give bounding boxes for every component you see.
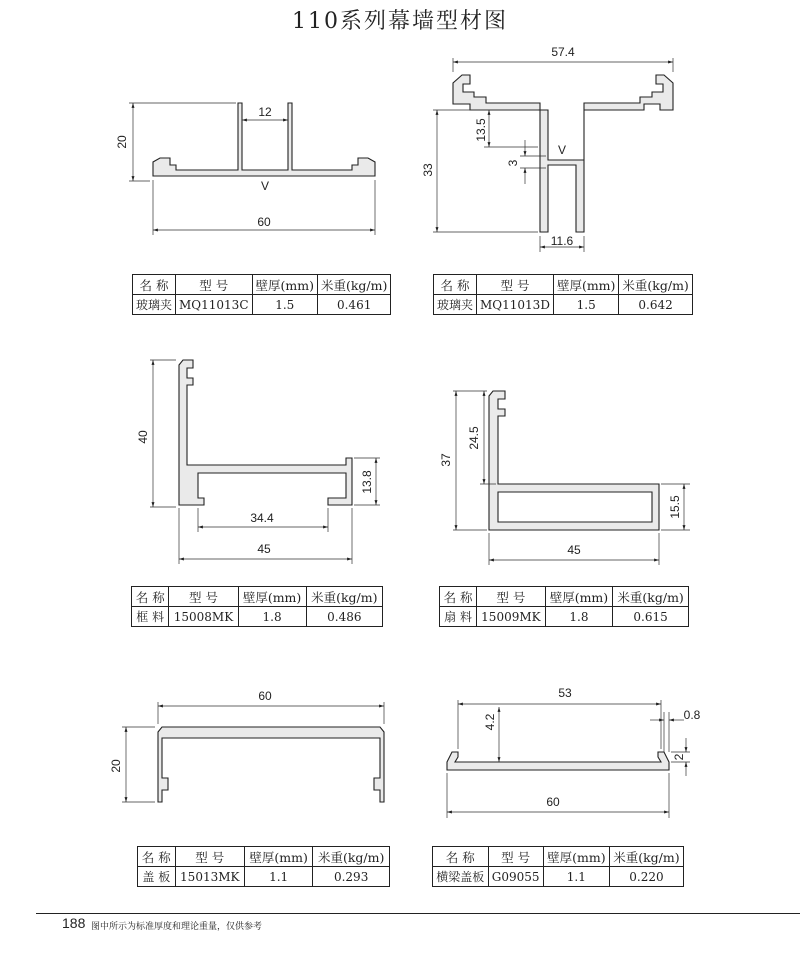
profile-model: 15009MK — [477, 607, 546, 627]
profile-6-drawing — [447, 686, 701, 818]
profile-model: G09055 — [488, 867, 543, 887]
profile-name: 玻璃夹 — [434, 295, 477, 315]
profile-4-dim-width: 45 — [567, 543, 581, 557]
header-weight: 米重(kg/m) — [609, 847, 683, 867]
header-thickness: 壁厚(mm) — [543, 847, 609, 867]
header-model: 型 号 — [176, 275, 252, 295]
profile-1-dim-height: 20 — [115, 135, 129, 149]
header-name: 名 称 — [132, 587, 169, 607]
header-name: 名 称 — [133, 275, 176, 295]
profile-6-dim-lip-height: 2 — [672, 753, 686, 761]
header-weight: 米重(kg/m) — [317, 275, 390, 295]
profile-6-dim-depth: 4.2 — [483, 713, 497, 731]
header-weight: 米重(kg/m) — [619, 275, 692, 295]
profile-name: 横梁盖板 — [433, 867, 489, 887]
profile-2-dim-height: 33 — [421, 163, 435, 177]
profile-5-drawing — [109, 689, 384, 802]
profile-1-drawing — [115, 103, 375, 235]
profile-weight: 0.461 — [317, 295, 390, 315]
profile-4-dim-upper: 24.5 — [467, 426, 481, 450]
profile-model: MQ11013C — [176, 295, 252, 315]
profile-thickness: 1.5 — [252, 295, 317, 315]
spec-table-1 — [132, 274, 391, 315]
header-model: 型 号 — [477, 275, 554, 295]
profile-weight: 0.293 — [313, 867, 390, 887]
profile-4-dim-right: 15.5 — [668, 495, 682, 519]
profile-6-dim-width: 53 — [558, 686, 572, 700]
profile-3-drawing — [136, 360, 380, 564]
profile-2-dim-upper: 13.5 — [474, 118, 488, 142]
profile-thickness: 1.1 — [244, 867, 312, 887]
profile-weight: 0.486 — [306, 607, 382, 627]
profile-3-dim-right: 13.8 — [360, 470, 374, 494]
page-number: 188 — [62, 915, 86, 931]
profile-model: 15008MK — [169, 607, 238, 627]
profile-5-dim-height: 20 — [109, 759, 123, 773]
profile-3-dim-width: 45 — [257, 542, 271, 556]
header-name: 名 称 — [433, 847, 489, 867]
spec-table-3 — [131, 586, 383, 627]
header-thickness: 壁厚(mm) — [553, 275, 618, 295]
profile-thickness: 1.1 — [543, 867, 609, 887]
footer-divider — [36, 913, 800, 914]
header-model: 型 号 — [488, 847, 543, 867]
header-weight: 米重(kg/m) — [613, 587, 689, 607]
header-name: 名 称 — [440, 587, 477, 607]
page-title: 110系列幕墙型材图 — [292, 9, 508, 34]
profile-thickness: 1.8 — [545, 607, 613, 627]
spec-table-4 — [439, 586, 689, 627]
profile-4-shape — [489, 391, 659, 530]
profile-6-dim-overall: 60 — [546, 795, 560, 809]
footnote: 图中所示为标准厚度和理论重量，仅供参考 — [91, 922, 263, 932]
profile-weight: 0.615 — [613, 607, 689, 627]
profile-5-dim-width: 60 — [258, 689, 272, 703]
profile-name: 扇 料 — [440, 607, 477, 627]
profile-6-dim-lip: 0.8 — [683, 708, 701, 722]
header-name: 名 称 — [138, 847, 176, 867]
profile-2-dim-gap: 3 — [506, 159, 520, 167]
profile-4-dim-height: 37 — [439, 453, 453, 467]
header-model: 型 号 — [477, 587, 546, 607]
profile-3-dim-height: 40 — [136, 430, 150, 444]
profile-3-shape — [179, 360, 352, 505]
profile-2-dim-width: 57.4 — [551, 45, 575, 59]
profile-name: 框 料 — [132, 607, 169, 627]
profile-1-dim-width: 60 — [257, 215, 271, 229]
header-thickness: 壁厚(mm) — [244, 847, 312, 867]
header-model: 型 号 — [169, 587, 238, 607]
profile-3-dim-inner: 34.4 — [250, 511, 274, 525]
spec-table-6 — [432, 846, 684, 887]
header-weight: 米重(kg/m) — [306, 587, 382, 607]
spec-table-5 — [137, 846, 390, 887]
profile-1-dim-gap: 12 — [258, 105, 272, 119]
profile-name: 盖 板 — [138, 867, 176, 887]
profile-weight: 0.220 — [609, 867, 683, 887]
profile-model: MQ11013D — [477, 295, 554, 315]
profile-thickness: 1.8 — [238, 607, 306, 627]
spec-table-2 — [433, 274, 693, 315]
profile-5-shape — [158, 727, 384, 802]
profile-2-drawing — [421, 45, 673, 252]
profile-2-dim-stem: 11.6 — [550, 234, 574, 248]
profile-1-v-mark: V — [260, 179, 270, 193]
profile-weight: 0.642 — [619, 295, 692, 315]
header-weight: 米重(kg/m) — [313, 847, 390, 867]
profile-model: 15013MK — [175, 867, 244, 887]
header-thickness: 壁厚(mm) — [545, 587, 613, 607]
profile-4-drawing — [439, 391, 690, 565]
header-name: 名 称 — [434, 275, 477, 295]
header-thickness: 壁厚(mm) — [238, 587, 306, 607]
profile-6-shape — [447, 752, 669, 770]
profile-thickness: 1.5 — [553, 295, 618, 315]
profile-2-v-mark: V — [557, 143, 567, 157]
profile-name: 玻璃夹 — [133, 295, 176, 315]
header-thickness: 壁厚(mm) — [252, 275, 317, 295]
header-model: 型 号 — [175, 847, 244, 867]
